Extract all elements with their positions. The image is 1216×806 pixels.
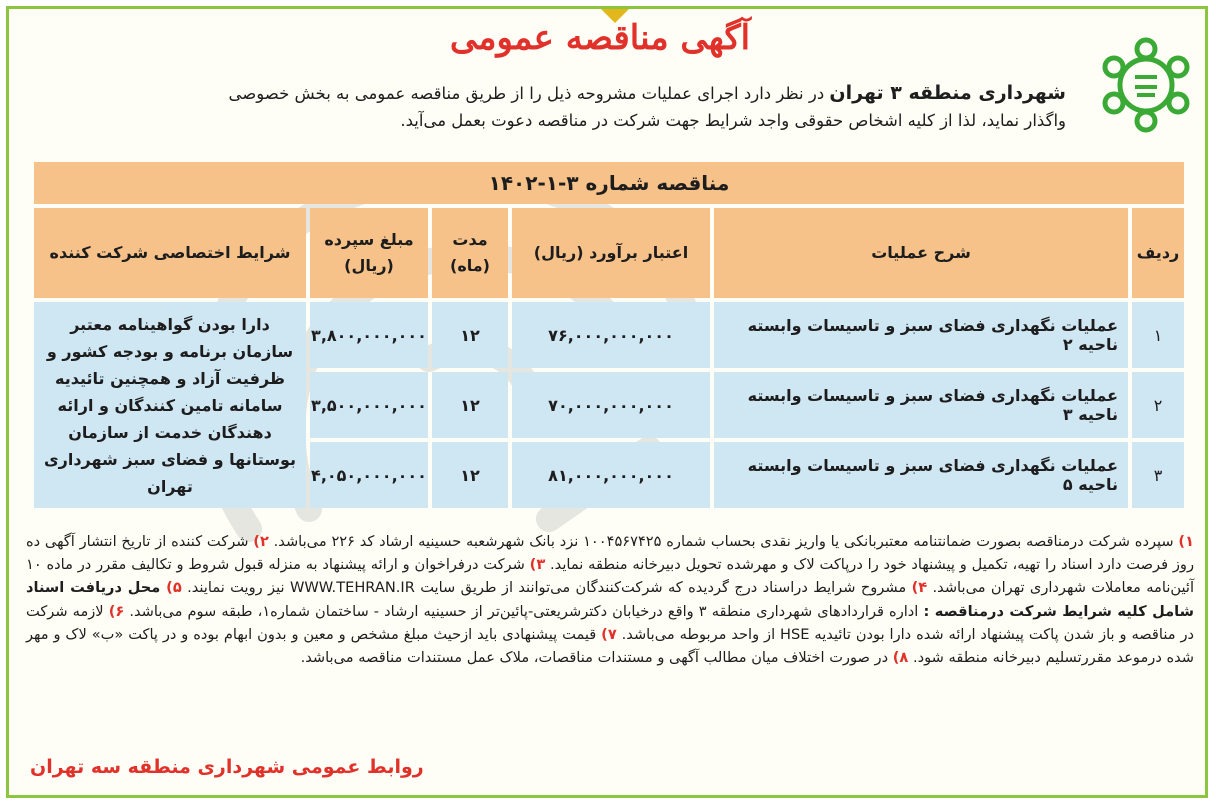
cell-conditions: دارا بودن گواهینامه معتبر سازمان برنامه و بودجه کشور و ظرفیت آزاد و همچنین تائیدیه سامانه تامین کنندگان و ارائه دهندگان خدمت از سازمان بوستانها و فضای سبز شهرداری تهران: [34, 302, 306, 508]
note-7: قیمت پیشنهادی باید ازحیث مبلغ مشخص و معین و بدون ابهام بوده و در پاکت «ب» لاک و مهر شده درموعد مقررتسلیم دبیرخانه منطقه شود.: [26, 625, 1194, 667]
table-title: مناقصه شماره ۳-۱-۱۴۰۲: [34, 162, 1184, 204]
cell-description: عملیات نگهداری فضای سبز و تاسیسات وابسته ناحیه ۵: [714, 442, 1128, 508]
note-4: مشروح شرایط دراسناد درج گردیده که شرکت‌کنندگان می‌توانند از طریق سایت WWW.TEHRAN.IR نیز رویت نمایند.: [187, 579, 912, 597]
cell-budget: ۸۱,۰۰۰,۰۰۰,۰۰۰: [512, 442, 710, 508]
cell-deposit: ۳,۵۰۰,۰۰۰,۰۰۰: [310, 372, 428, 438]
cell-deposit: ۴,۰۵۰,۰۰۰,۰۰۰: [310, 442, 428, 508]
intro-text: [126, 80, 1066, 134]
note-5: اداره قراردادهای شهرداری منطقه ۳ واقع درخیابان دکترشریعتی-پائین‌تر از حسینیه ارشاد - ساختمان شماره۱، طبقه سوم می‌باشد.: [129, 602, 924, 620]
note-6-number: ۶): [108, 602, 125, 620]
note-6: لازمه شرکت در مناقصه و باز شدن پاکت پیشنهاد ارائه شده دارا بودن تائیدیه HSE از واحد مربوطه می‌باشد.: [26, 602, 1195, 643]
table-header-row: [34, 208, 1184, 298]
note-5-heading: محل دریافت اسناد شامل کلیه شرایط شرکت درمناقصه :: [26, 579, 1195, 620]
intro-org: شهرداری منطقه ۳ تهران: [829, 82, 1066, 104]
cell-description: عملیات نگهداری فضای سبز و تاسیسات وابسته ناحیه ۲: [714, 302, 1128, 368]
header-duration: مدت (ماه): [432, 208, 508, 298]
header-conditions: شرایط اختصاصی شرکت کننده: [34, 208, 306, 298]
footer-signature: روابط عمومی شهرداری منطقه سه تهران: [30, 756, 424, 778]
header-description: شرح عملیات: [714, 208, 1128, 298]
note-2: شرکت کننده از تاریخ انتشار آگهی ده روز فرصت دارد اسناد را تهیه، تکمیل و پیشنهاد خود را درپاکت لاک و مهرشده تحویل دبیرخانه منطقه نماید.: [26, 533, 1194, 574]
cell-duration: ۱۲: [432, 372, 508, 438]
note-5-number: ۵): [166, 579, 182, 597]
cell-description: عملیات نگهداری فضای سبز و تاسیسات وابسته ناحیه ۳: [714, 372, 1128, 438]
cell-row-number: ۱: [1132, 302, 1184, 368]
note-1-number: ۱): [1178, 533, 1195, 550]
note-4-number: ۴): [911, 579, 928, 597]
cell-row-number: ۳: [1132, 442, 1184, 508]
header-row-number: ردیف: [1132, 208, 1184, 298]
note-3-number: ۳): [529, 556, 546, 574]
header-deposit: مبلغ سپرده (ریال): [310, 208, 428, 298]
note-8-number: ۸): [892, 649, 909, 667]
terms-paragraph: [26, 530, 1194, 669]
municipality-logo: [1101, 37, 1191, 133]
cell-row-number: ۲: [1132, 372, 1184, 438]
note-3: شرکت درفراخوان و ارائه پیشنهاد به منزله قبول شروط و تکالیف مقرر در ماده ۱۰ آئین‌نامه معاملات شهرداری تهران می‌باشد.: [26, 556, 1195, 597]
intro-line1: در نظر دارد اجرای عملیات مشروحه ذیل را از طریق مناقصه عمومی به بخش خصوصی: [228, 84, 830, 103]
note-7-number: ۷): [601, 625, 617, 643]
cell-budget: ۷۶,۰۰۰,۰۰۰,۰۰۰: [512, 302, 710, 368]
cell-deposit: ۳,۸۰۰,۰۰۰,۰۰۰: [310, 302, 428, 368]
intro-line2: واگذار نماید، لذا از کلیه اشخاص حقوقی واجد شرایط جهت شرکت در مناقصه دعوت بعمل می‌آید.: [400, 111, 1066, 130]
table-row: [34, 302, 1184, 368]
header-budget: اعتبار برآورد (ریال): [512, 208, 710, 298]
cell-duration: ۱۲: [432, 442, 508, 508]
note-2-number: ۲): [253, 533, 269, 550]
tender-table: [30, 158, 1188, 512]
ad-title: آگهی مناقصه عمومی: [449, 18, 751, 58]
cell-duration: ۱۲: [432, 302, 508, 368]
note-1: سپرده شرکت درمناقصه بصورت ضمانتنامه معتبربانکی یا واریز نقدی بحساب شماره ۱۰۰۴۵۶۷۴۲۵ نزد بانک شهرشعبه حسینیه ارشاد کد ۲۲۶ می‌باشد.: [273, 533, 1179, 550]
note-8: در صورت اختلاف میان مطالب آگهی و مستندات مناقصات، ملاک عمل مستندات مناقصه می‌باشد.: [300, 649, 893, 667]
cell-budget: ۷۰,۰۰۰,۰۰۰,۰۰۰: [512, 372, 710, 438]
